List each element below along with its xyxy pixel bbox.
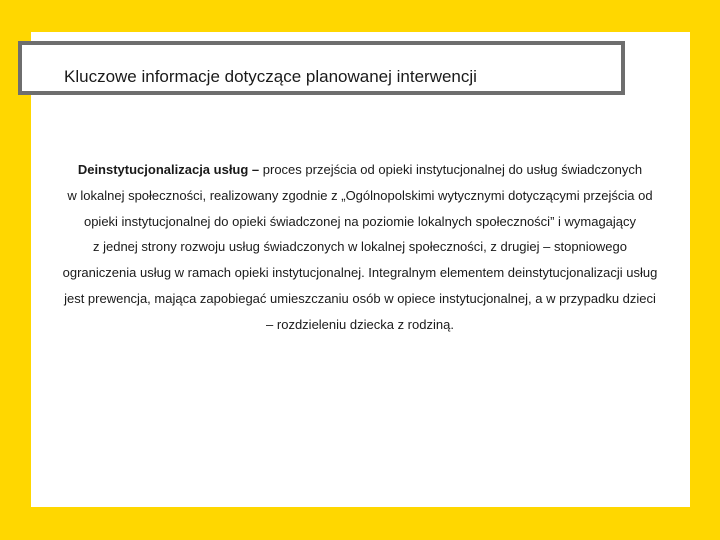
title-box	[18, 41, 625, 95]
definition-line: – rozdzieleniu dziecka z rodziną.	[266, 316, 454, 332]
slide-title: Kluczowe informacje dotyczące planowanej interwencji	[64, 67, 477, 86]
definition-line	[36, 157, 684, 183]
definition-text: proces przejścia od opieki instytucjonalnej do usług świadczonych	[259, 162, 643, 177]
definition-line: z jednej strony rozwoju usług świadczonych w lokalnej społeczności, z drugiej – stopniowego	[92, 239, 627, 255]
definition-line: jest prewencja, mająca zapobiegać umieszczaniu osób w opiece instytucjonalnej, a w przypadku dzieci	[64, 290, 656, 306]
definition-term: Deinstytucjonalizacja usług –	[77, 162, 260, 177]
definition-line: w lokalnej społeczności, realizowany zgodnie z „Ogólnopolskimi wytycznymi dotyczącymi przejścia od	[67, 187, 653, 203]
definition-paragraph	[36, 157, 684, 338]
definition-line: opieki instytucjonalnej do opieki świadczonej na poziomie lokalnych społeczności” i wymagający	[83, 213, 637, 229]
definition-line: ograniczenia usług w ramach opieki instytucjonalnej. Integralnym elementem deinstytucjonalizacji usług	[62, 265, 658, 281]
